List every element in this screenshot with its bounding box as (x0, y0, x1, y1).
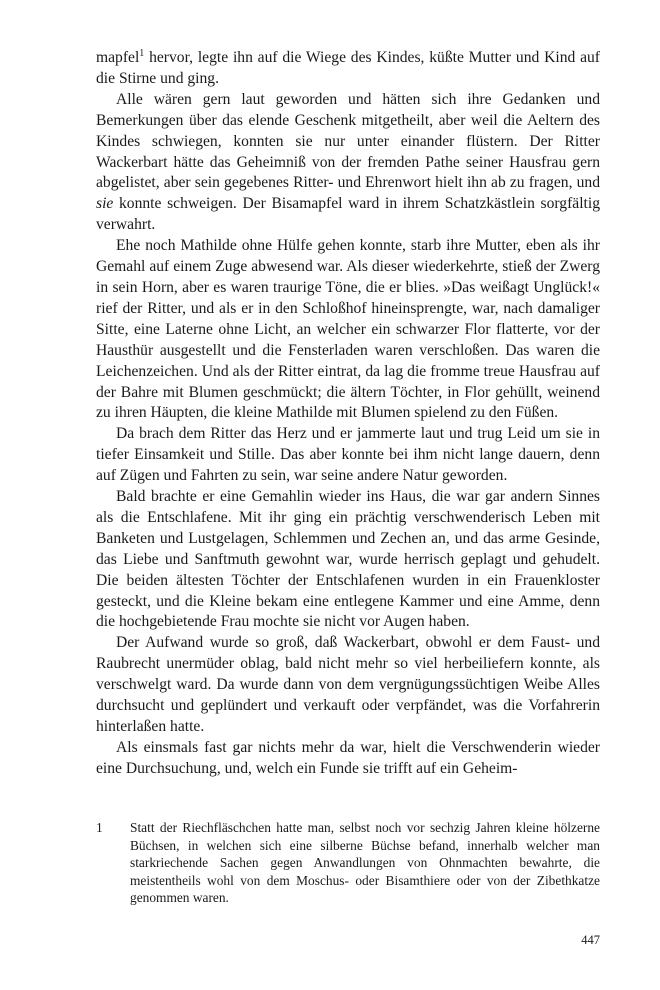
paragraph-2-text-end: konnte schweigen. Der Bisamapfel ward in ihrem Schatzkästlein sorgfältig verwahrt. (96, 195, 600, 234)
page-body (96, 48, 600, 780)
paragraph-1 (96, 48, 600, 90)
footnote (96, 819, 600, 907)
body-text (96, 48, 600, 780)
footnote-text: Statt der Riechfläschchen hatte man, selbst noch vor sechzig Jahren kleine hölzerne Büchsen, in welchen sich eine silberne Büchse befand, innerhalb welcher man starkriechende Sachen gegen Anwandlungen von Ohnmachten bewahrte, die meistentheils wohl von dem Moschus- oder Bisamthiere oder von der Zibethkatze genommen waren. (130, 820, 600, 905)
paragraph-4: Da brach dem Ritter das Herz und er jammerte laut und trug Leid um sie in tiefer Einsamkeit und Stille. Das aber konnte bei ihm nicht lange dauern, denn auf Zügen und Fahrten zu sein, war seine andere Natur geworden. (96, 425, 600, 485)
paragraph-2 (96, 90, 600, 236)
paragraph-3: Ehe noch Mathilde ohne Hülfe gehen konnte, starb ihre Mutter, eben als ihr Gemahl auf einem Zuge abwesend war. Als dieser wiederkehrte, stieß der Zwerg in sein Horn, aber es waren traurige Töne, die er blies. »Das weißagt Unglück!« rief der Ritter, und als er in den Schloßhof hineinsprengte, war, nach damaliger Sitte, eine Laterne ohne Licht, an welcher ein schwarzer Flor flatterte, vor der Hausthür ausgestellt und die Fensterladen waren verschloßen. Das waren die Leichenzeichen. Und als der Ritter eintrat, da lag die fromme treue Hausfrau auf der Bahre mit Blumen geschmückt; die ältern Töchter, in Flor gehüllt, weinend zu ihren Häupten, die kleine Mathilde mit Blumen spielend zu den Füßen. (96, 237, 600, 422)
paragraph-6: Der Aufwand wurde so groß, daß Wackerbart, obwohl er dem Faust- und Raubrecht unermüder oblag, bald nicht mehr so viel herbeiliefern konnte, als verschwelgt ward. Da wurde dann von dem vergnügungssüchtigen Weibe Alles durchsucht und geplündert und verkauft oder verpfändet, was die Vorfahrerin hinterlaßen hatte. (96, 634, 600, 735)
paragraph-5: Bald brachte er eine Gemahlin wieder ins Haus, die war gar andern Sinnes als die Entschlafene. Mit ihr ging ein prächtig verschwenderisch Leben mit Banketen und Lustgelagen, Schlemmen und Zechen an, und das arme Gesinde, das Liebe und Sanftmuth gewohnt war, wurde herrisch geplagt und gehudelt. Die beiden ältesten Töchter der Entschlafenen wurden in ein Frauenkloster gesteckt, und die Kleine bekam eine entlegene Kammer und eine Amme, denn die hochgebietende Frau mochte sie nicht vor Augen haben. (96, 488, 600, 631)
paragraph-1-text-start: mapfel (96, 49, 140, 66)
paragraph-7: Als einsmals fast gar nichts mehr da war, hielt die Verschwenderin wieder eine Durchsuchung, und, welch ein Funde sie trifft auf ein Geheim- (96, 738, 600, 777)
emphasized-word: sie (96, 195, 114, 213)
page-number: 447 (581, 933, 600, 947)
paragraph-2-text-start: Alle wären gern laut geworden und hätten sich ihre Gedanken und Bemerkungen über das elende Geschenk mitgetheilt, aber weil die Aeltern des Kindes schwiegen, konnten sie nur unter einander flüstern. Der Ritter Wackerbart hätte das Geheimniß von der fremden Pathe seiner Hausfrau gern abgelistet, aber sein gegebenes Ritter- und Ehrenwort hielt ihn ab zu fragen, und (96, 90, 600, 192)
paragraph-1-text-end: hervor, legte ihn auf die Wiege des Kindes, küßte Mutter und Kind auf die Stirne und ging. (96, 49, 600, 87)
footnote-number: 1 (96, 820, 103, 835)
footnote-reference: 1 (139, 48, 145, 59)
